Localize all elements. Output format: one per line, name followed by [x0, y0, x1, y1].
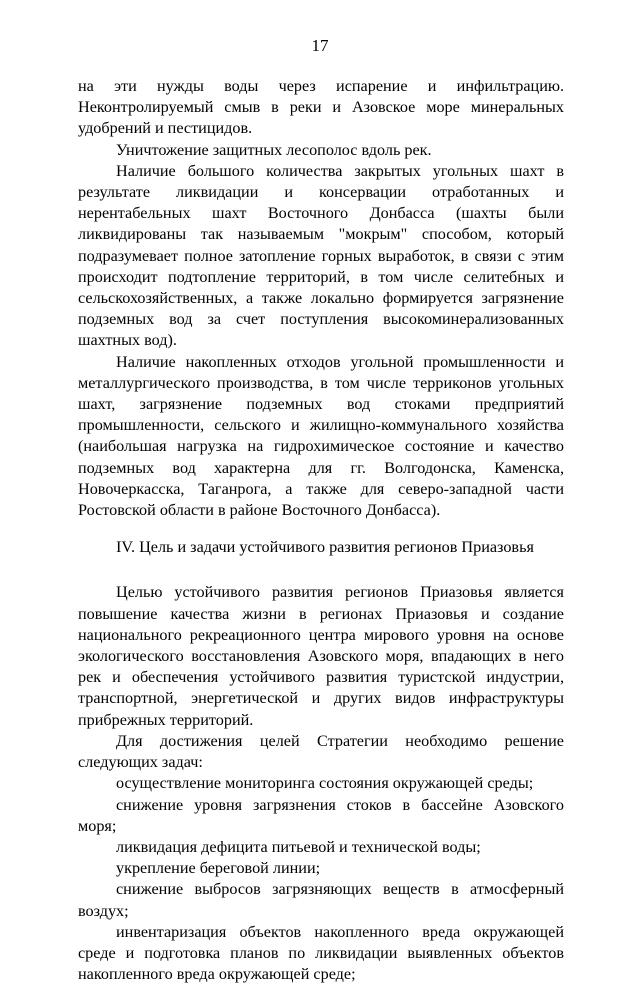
tasks-list — [78, 773, 564, 985]
paragraph-closed-mines: Наличие большого количества закрытых угольных шахт в результате ликвидации и консервации отработанных и нерентабельных шахт Восточного Донбасса (шахты были ликвидированы так называемым "мокрым" способом, который подразумевает полное затопление горных выработок, в связи с этим происходит подтопление территорий, в том числе селитебных и сельскохозяйственных, а также локально формируется загрязнение подземных вод за счет поступления высокоминерализованных шахтных вод). — [78, 161, 564, 350]
task-item: осуществление мониторинга состояния окружающей среды; — [116, 774, 534, 793]
paragraph-goal: Целью устойчивого развития регионов Приазовья является повышение качества жизни в регионах Приазовья и создание национального рекреационного центра мирового уровня на основе экологического восстановления Азовского моря, впадающих в него рек и обеспечения устойчивого развития туристской индустрии, транспортной, энергетической и других видов инфраструктуры прибрежных территорий. — [78, 583, 564, 729]
task-item: укрепление береговой линии; — [116, 859, 321, 878]
section-heading: IV. Цель и задачи устойчивого развития регионов Приазовья — [116, 538, 534, 557]
document-body — [78, 76, 564, 985]
task-item: инвентаризация объектов накопленного вреда окружающей среде и подготовка планов по ликвидации выявленных объектов накопленного вреда окружающей среде; — [78, 922, 564, 984]
task-item: снижение выбросов загрязняющих веществ в атмосферный воздух; — [78, 880, 564, 920]
task-item: снижение уровня загрязнения стоков в бассейне Азовского моря; — [78, 795, 564, 835]
page-number: 17 — [311, 36, 329, 55]
paragraph-forest-belts: Уничтожение защитных лесополос вдоль рек. — [116, 140, 432, 159]
paragraph-continuation: на эти нужды воды через испарение и инфильтрацию. Неконтролируемый смыв в реки и Азовское море минеральных удобрений и пестицидов. — [78, 77, 564, 138]
task-item: ликвидация дефицита питьевой и технической воды; — [116, 837, 481, 856]
paragraph-accumulated-waste: Наличие накопленных отходов угольной промышленности и металлургического производства, в том числе терриконов угольных шахт, загрязнение подземных вод стоками предприятий промышленности, сельского и жилищно-коммунального хозяйства (наибольшая нагрузка на гидрохимическое состояние и качество подземных вод характерна для гг. Волгодонска, Каменска, Новочеркасска, Таганрога, а также для северо-западной части Ростовской области в районе Восточного Донбасса). — [78, 352, 564, 520]
paragraph-tasks-intro: Для достижения целей Стратегии необходимо решение следующих задач: — [78, 731, 564, 772]
